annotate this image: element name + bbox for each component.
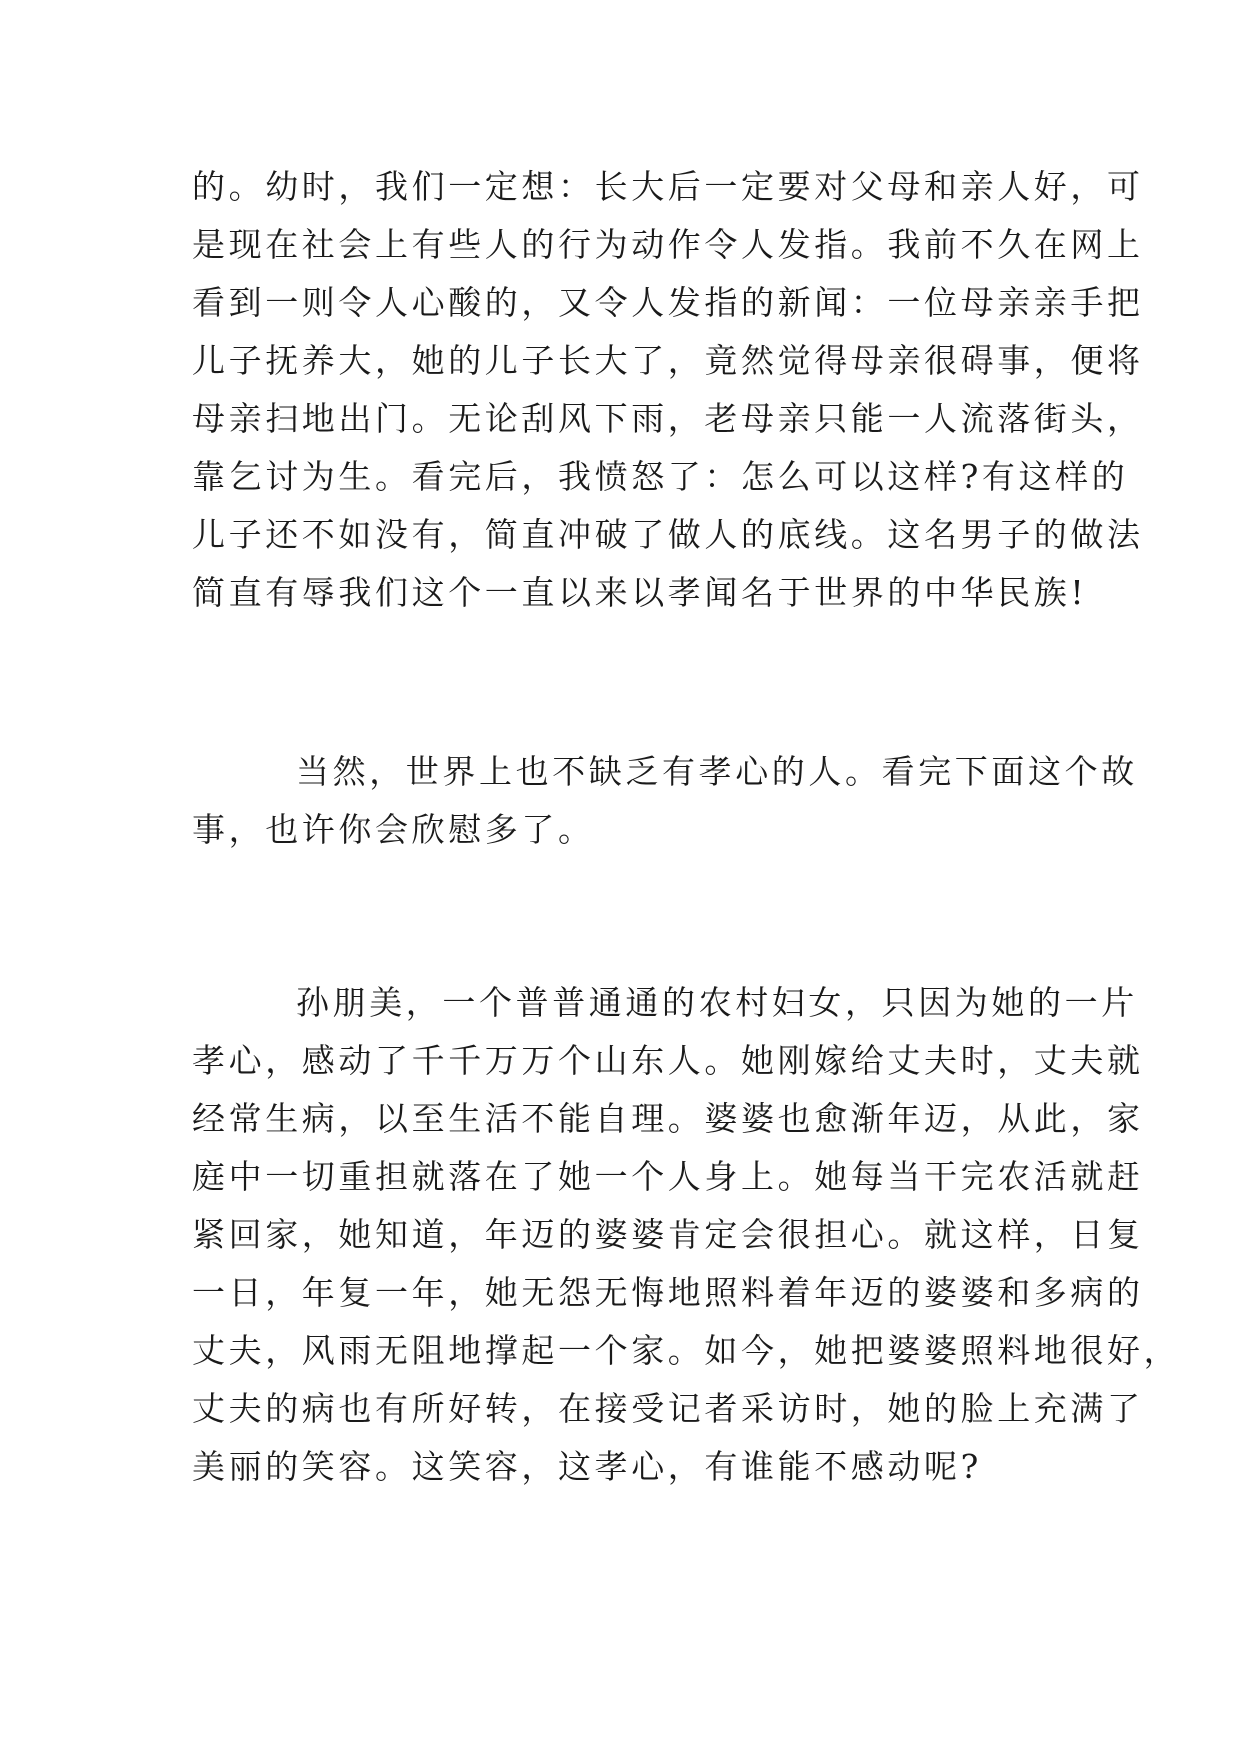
text-line: 丈夫的病也有所好转，在接受记者采访时，她的脸上充满了 (192, 1389, 1144, 1428)
text-line: 母亲扫地出门。无论刮风下雨，老母亲只能一人流落街头， (192, 399, 1144, 438)
text-line: 儿子还不如没有，简直冲破了做人的底线。这名男子的做法 (192, 515, 1144, 554)
text-line: 是现在社会上有些人的行为动作令人发指。我前不久在网上 (192, 225, 1144, 264)
text-line: 孝心，感动了千千万万个山东人。她刚嫁给丈夫时，丈夫就 (192, 1041, 1144, 1080)
text-line: 孙朋美，一个普普通通的农村妇女，只因为她的一片 (296, 983, 1138, 1022)
text-line: 庭中一切重担就落在了她一个人身上。她每当干完农活就赶 (192, 1157, 1144, 1196)
text-line: 事，也许你会欣慰多了。 (192, 810, 595, 849)
text-line: 一日，年复一年，她无怨无悔地照料着年迈的婆婆和多病的 (192, 1273, 1144, 1312)
text-line: 经常生病，以至生活不能自理。婆婆也愈渐年迈，从此，家 (192, 1099, 1144, 1138)
text-line: 美丽的笑容。这笑容，这孝心，有谁能不感动呢? (192, 1447, 982, 1486)
text-line: 的。幼时，我们一定想：长大后一定要对父母和亲人好，可 (192, 167, 1144, 206)
text-line: 看到一则令人心酸的，又令人发指的新闻：一位母亲亲手把 (192, 283, 1144, 322)
text-line: 紧回家，她知道，年迈的婆婆肯定会很担心。就这样，日复 (192, 1215, 1144, 1254)
paragraph-2 (192, 743, 1138, 859)
text-line: 靠乞讨为生。看完后，我愤怒了：怎么可以这样?有这样的 (192, 457, 1129, 496)
text-line: 丈夫，风雨无阻地撑起一个家。如今，她把婆婆照料地很好， (192, 1331, 1181, 1370)
text-line: 儿子抚养大，她的儿子长大了，竟然觉得母亲很碍事，便将 (192, 341, 1144, 380)
paragraph-1 (192, 158, 1144, 622)
text-line: 简直有辱我们这个一直以来以孝闻名于世界的中华民族! (192, 573, 1088, 612)
text-line: 当然，世界上也不缺乏有孝心的人。看完下面这个故 (296, 752, 1138, 791)
paragraph-3 (192, 974, 1181, 1496)
